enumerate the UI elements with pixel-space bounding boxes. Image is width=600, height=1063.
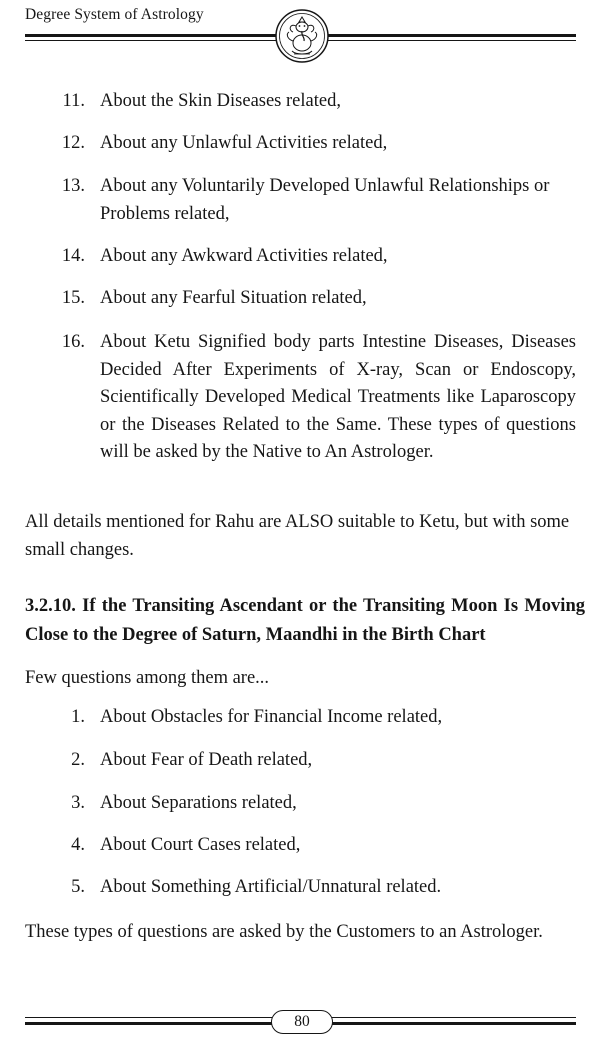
list-item-number: 3. bbox=[71, 793, 85, 813]
list-item-number: 4. bbox=[71, 835, 85, 855]
list-item-number: 1. bbox=[71, 707, 85, 727]
list-item-text: About any Voluntarily Developed Unlawful Relationships or Problems related, bbox=[100, 176, 550, 224]
list-item-text: About the Skin Diseases related, bbox=[100, 91, 341, 111]
list-item-number: 13. bbox=[61, 176, 85, 196]
list-item-text: About Separations related, bbox=[100, 793, 297, 813]
list-item-number: 12. bbox=[61, 133, 85, 153]
ganesha-emblem-icon bbox=[274, 8, 330, 64]
list-item-number: 2. bbox=[71, 750, 85, 770]
list-item-number: 15. bbox=[61, 288, 85, 308]
list-item-text: About any Unlawful Activities related, bbox=[100, 133, 388, 153]
list-item-number: 11. bbox=[62, 91, 85, 111]
closing-paragraph: These types of questions are asked by the Customers to an Astrologer. bbox=[25, 922, 543, 942]
section-heading: 3.2.10. If the Transiting Ascendant or the Transiting Moon Is Moving Close to the Degree of Saturn, Maandhi in the Birth Chart bbox=[25, 596, 585, 645]
page-number: 80 bbox=[271, 1010, 333, 1034]
list-item-number: 16. bbox=[61, 332, 85, 352]
list-item-text: About Something Artificial/Unnatural related. bbox=[100, 877, 442, 897]
list-item-text: About any Awkward Activities related, bbox=[100, 246, 388, 266]
running-header-title: Degree System of Astrology bbox=[25, 6, 204, 23]
intro-paragraph: Few questions among them are... bbox=[25, 668, 270, 688]
list-item-text: About Obstacles for Financial Income related, bbox=[100, 707, 443, 727]
list-item-text: About Fear of Death related, bbox=[100, 750, 313, 770]
list-item-number: 14. bbox=[61, 246, 85, 266]
list-item-text: About Court Cases related, bbox=[100, 835, 301, 855]
list-item-text: About Ketu Signified body parts Intestine Diseases, Diseases Decided After Experiments of X-ray, Scan or Endoscopy, Scientifically Developed Medical Treatments like Laparoscopy or the Diseases Related to the Same. These types of questions will be asked by the Native to An Astrologer. bbox=[100, 332, 576, 462]
body-paragraph: All details mentioned for Rahu are ALSO suitable to Ketu, but with some small changes. bbox=[25, 512, 570, 560]
list-item-text: About any Fearful Situation related, bbox=[100, 288, 367, 308]
list-item-number: 5. bbox=[71, 877, 85, 897]
